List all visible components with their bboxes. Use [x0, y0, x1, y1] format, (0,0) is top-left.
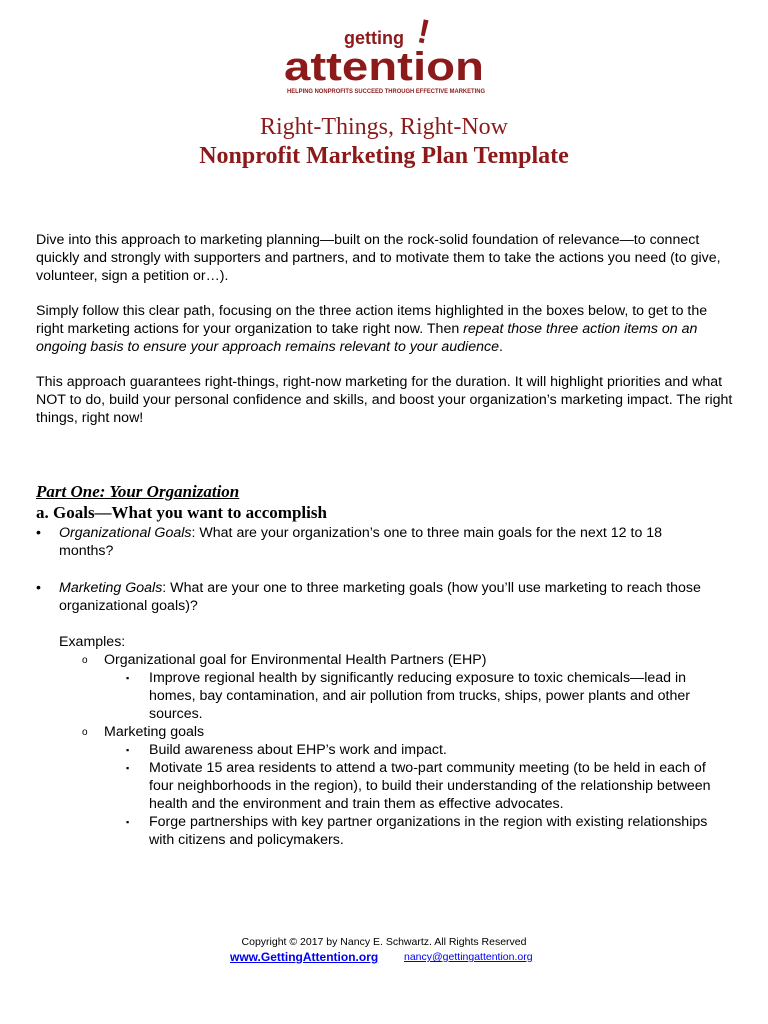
bullet-label: Organizational Goals	[59, 525, 192, 541]
logo-word-attention: attention	[284, 45, 484, 89]
intro-paragraph-1: Dive into this approach to marketing planning—built on the rock-solid foundation of relevance—to connect quickly and strongly with supporters and partners, and to motivate them to take the actions you need (to give, volunteer, sign a petition or…).	[36, 232, 721, 284]
logo-exclamation: !	[414, 14, 434, 52]
bullet-marketing-goals	[59, 579, 719, 615]
footer-website-link[interactable]: www.GettingAttention.org	[230, 950, 379, 964]
intro-p2-end: .	[498, 339, 503, 355]
title-line-2: Nonprofit Marketing Plan Template	[199, 143, 569, 169]
bullet-organizational-goals	[59, 524, 719, 560]
example-marketing-goal-item: Forge partnerships with key partner organizations in the region with existing relationships with citizens and policymakers.	[149, 814, 708, 848]
example-marketing-goal-item: Build awareness about EHP’s work and impact.	[149, 742, 447, 758]
sub-list-marker: o	[82, 655, 88, 666]
example-marketing-goals-title: Marketing goals	[104, 724, 205, 740]
goals-subheading: a. Goals—What you want to accomplish	[36, 503, 327, 522]
logo-tagline: HELPING NONPROFITS SUCCEED THROUGH EFFECTIVE MARKETING	[287, 88, 486, 95]
sub-list-marker: o	[82, 727, 88, 738]
bullet-marker: •	[36, 525, 41, 541]
title-line-1: Right-Things, Right-Now	[259, 114, 508, 140]
intro-p2-italic: repeat those three action items on an ongoing basis to ensure your approach remains relevant to your audience	[36, 321, 698, 355]
example-org-goal-title: Organizational goal for Environmental Health Partners (EHP)	[104, 652, 487, 668]
item-marker: ▪	[126, 673, 130, 683]
example-marketing-goal-item: Motivate 15 area residents to attend a two-part community meeting (to be held in each of four neighborhoods in the region), to build their understanding of the relationship between health and the environment and train them as effective advocates.	[149, 760, 711, 812]
bullet-text: : What are your one to three marketing goals (how you’ll use marketing to reach those organizational goals)?	[59, 580, 701, 614]
part-one-heading: Part One: Your Organization	[36, 482, 240, 501]
logo-graphic	[282, 14, 492, 98]
footer-email-link[interactable]: nancy@gettingattention.org	[404, 951, 533, 963]
intro-p2-plain: Simply follow this clear path, focusing on the three action items highlighted in the boxes below, to get to the right marketing actions for your organization to take right now. Then	[36, 303, 708, 337]
item-marker: ▪	[126, 745, 130, 755]
getting-attention-logo	[282, 14, 492, 98]
item-marker: ▪	[126, 763, 130, 773]
bullet-text: : What are your organization’s one to three main goals for the next 12 to 18 months?	[59, 525, 663, 559]
intro-paragraph-2	[36, 302, 736, 356]
bullet-marker: •	[36, 580, 41, 596]
intro-paragraph-3: This approach guarantees right-things, right-now marketing for the duration. It will highlight priorities and what NOT to do, build your personal confidence and skills, and boost your organization’s marketing impact. The right things, right now!	[36, 374, 733, 426]
logo-word-getting: getting	[344, 28, 404, 48]
bullet-label: Marketing Goals	[59, 580, 163, 596]
footer-copyright: Copyright © 2017 by Nancy E. Schwartz. All Rights Reserved	[241, 936, 527, 948]
examples-label: Examples:	[59, 634, 126, 650]
example-org-goal-item: Improve regional health by significantly reducing exposure to toxic chemicals—lead in homes, bay contamination, and air pollution from trucks, ships, power plants and other sources.	[149, 670, 690, 722]
item-marker: ▪	[126, 817, 130, 827]
